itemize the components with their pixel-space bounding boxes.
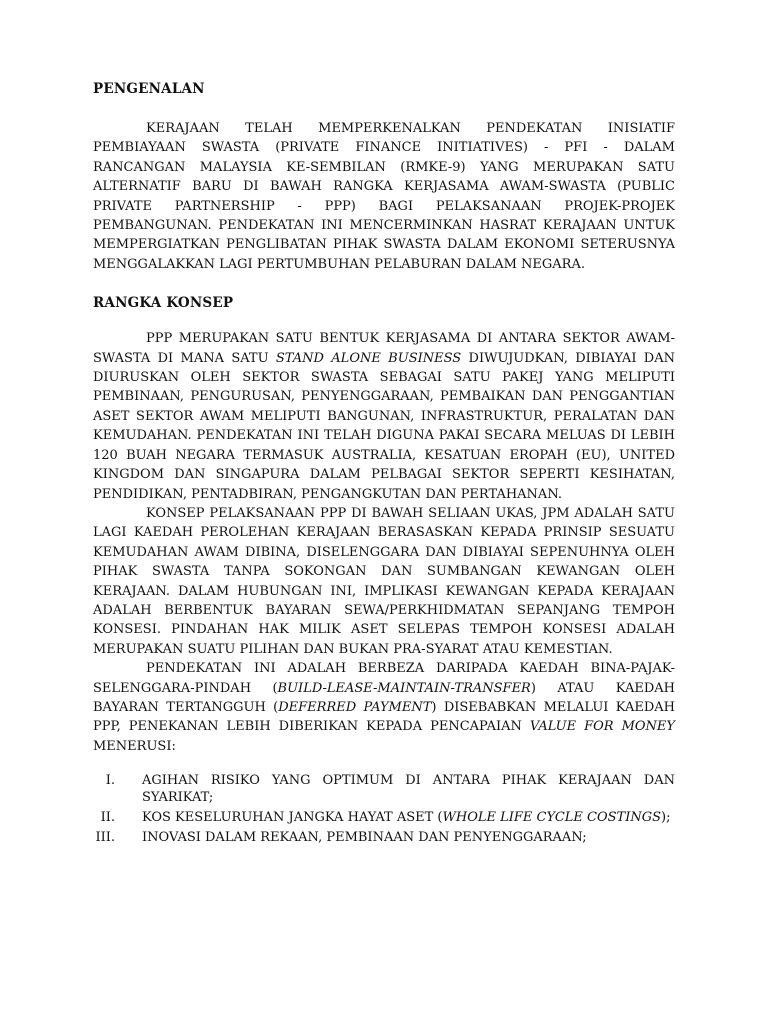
document-body	[93, 80, 675, 849]
text-run: ) DISEBABKAN MELALUI KAEDAH PPP, PENEKANAN LEBIH DIBERIKAN KEPADA PENCAPAIAN	[93, 699, 675, 735]
concept-paragraph-1	[93, 329, 675, 504]
italic-term: WHOLE LIFE CYCLE COSTINGS	[442, 810, 662, 826]
list-text: KOS KESELURUHAN JANGKA HAYAT ASET (	[142, 810, 443, 826]
list-number: III.	[95, 830, 115, 846]
intro-paragraph: KERAJAAN TELAH MEMPERKENALKAN PENDEKATAN INISIATIF PEMBIAYAAN SWASTA (PRIVATE FINANCE INITIATIVES) - PFI - DALAM RANCANGAN MALAYSIA KE-SEMBILAN (RMKE-9) YANG MERUPAKAN SATU ALTERNATIF BARU DI BAWAH RANGKA KERJASAMA AWAM-SWASTA (PUBLIC PRIVATE PARTNERSHIP - PPP) BAGI PELAKSANAAN PROJEK-PROJEK PEMBANGUNAN. PENDEKATAN INI MENCERMINKAN HASRAT KERAJAAN UNTUK MEMPERGIATKAN PENGLIBATAN PIHAK SWASTA DALAM EKONOMI SETERUSNYA MENGGALAKKAN LAGI PERTUMBUHAN PELABURAN DALAM NEGARA.	[93, 121, 675, 272]
section-heading-pengenalan: PENGENALAN	[93, 81, 205, 97]
list-number: II.	[100, 810, 115, 826]
italic-term: BUILD-LEASE-MAINTAIN-TRANSFER	[277, 680, 531, 696]
list-text: INOVASI DALAM REKAAN, PEMBINAAN DAN PENYENGGARAAN;	[142, 830, 587, 846]
list-item	[93, 829, 675, 846]
list-text: );	[661, 810, 671, 826]
text-run: DIWUJUDKAN, DIBIAYAI DAN DIURUSKAN OLEH SEKTOR SWASTA SEBAGAI SATU PAKEJ YANG MELIPUTI PEMBINAAN, PENGURUSAN, PENYENGGARAAN, PEMBAIKAN DAN PENGGANTIAN ASET SEKTOR AWAM MELIPUTI BANGUNAN, INFRASTRUKTUR, PERALATAN DAN KEMUDAHAN. PENDEKATAN INI TELAH DIGUNA PAKAI SECARA MELUAS DI LEBIH 120 BUAH NEGARA TERMASUK AUSTRALIA, KESATUAN EROPAH (EU), UNITED KINGDOM DAN SINGAPURA DALAM PELBAGAI SEKTOR SEPERTI KESIHATAN, PENDIDIKAN, PENTADBIRAN, PENGANGKUTAN DAN PERTAHANAN.	[93, 350, 675, 502]
section-heading-rangka-konsep: RANGKA KONSEP	[93, 295, 234, 312]
text-run: PPP MERUPAKAN SATU BENTUK KERJASAMA DI ANTARA SEKTOR AWAM-SWASTA DI MANA SATU	[93, 331, 675, 366]
text-run: PENDEKATAN INI ADALAH BERBEZA DARIPADA KAEDAH BINA-PAJAK-SELENGGARA-PINDAH (	[93, 661, 675, 696]
text-run: ) ATAU KAEDAH BAYARAN TERTANGGUH (	[93, 680, 675, 715]
italic-term: STAND ALONE BUSINESS	[275, 350, 462, 366]
italic-term: VALUE FOR MONEY	[529, 719, 675, 735]
concept-paragraph-2: KONSEP PELAKSANAAN PPP DI BAWAH SELIAAN UKAS, JPM ADALAH SATU LAGI KAEDAH PEROLEHAN KERAJAAN BERASASKAN KEPADA PRINSIP SESUATU KEMUDAHAN AWAM DIBINA, DISELENGGARA DAN DIBIAYAI SEPENUHNYA OLEH PIHAK SWASTA TANPA SOKONGAN DAN SUMBANGAN KEWANGAN OLEH KERAJAAN. DALAM HUBUNGAN INI, IMPLIKASI KEWANGAN KEPADA KERAJAAN ADALAH BERBENTUK BAYARAN SEWA/PERKHIDMATAN SEPANJANG TEMPOH KONSESI. PINDAHAN HAK MILIK ASET SELEPAS TEMPOH KONSESI ADALAH MERUPAKAN SUATU PILIHAN DAN BUKAN PRA-SYARAT ATAU KEMESTIAN.	[93, 505, 675, 657]
list-item	[93, 772, 675, 806]
concept-paragraph-3	[93, 659, 675, 756]
list-number: I.	[105, 773, 115, 789]
text-run: MENERUSI:	[93, 738, 176, 754]
italic-term: DEFERRED PAYMENT	[278, 699, 432, 715]
list-item	[93, 809, 675, 826]
list-text: AGIHAN RISIKO YANG OPTIMUM DI ANTARA PIHAK KERAJAAN DAN SYARIKAT;	[142, 773, 675, 806]
numbered-list	[93, 772, 675, 846]
